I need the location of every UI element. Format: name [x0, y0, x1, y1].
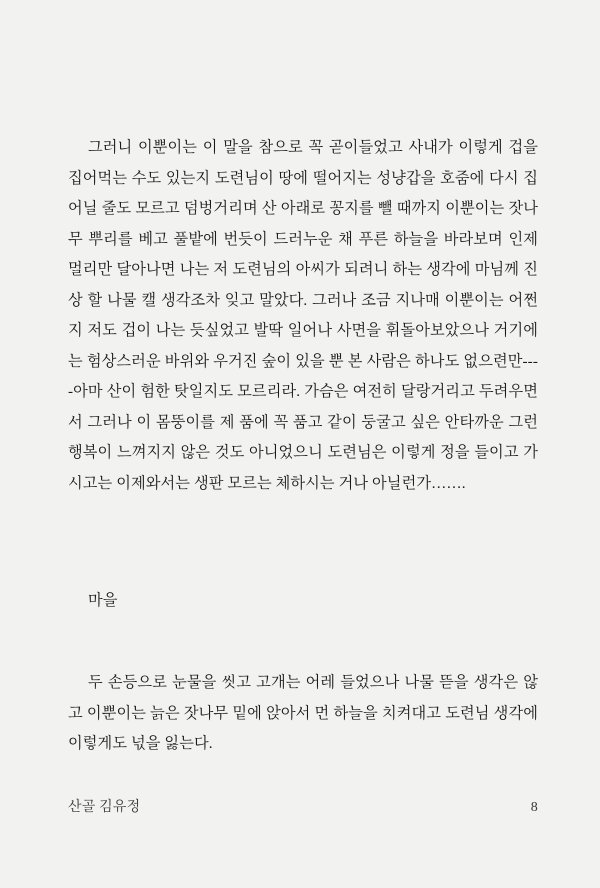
page-footer: [68, 796, 538, 816]
paragraph-spacer: [68, 514, 538, 570]
footer-page-number: 8: [530, 800, 538, 815]
footer-title: 산골 김유정: [68, 800, 141, 815]
body-paragraph: 그러니 이뿐이는 이 말을 참으로 꼭 곧이들었고 사내가 이렇게 겁을 집어먹는 수도 있는지 도련님이 땅에 떨어지는 성냥갑을 호줌에 다시 집어닐 줄도 모르고 덤벙거리며 산 아래로 꽁지를 뺄 때까지 이뿐이는 잣나무 뿌리를 베고 풀밭에 번듯이 드러누운 채 푸른 하늘을 바라보며 인제 멀리만 달아나면 나는 저 도련님의 아씨가 되려니 하는 생각에 마님께 진상 할 나물 캘 생각조차 잊고 말았다. 그러나 조금 지나매 이뿐이는 어쩐지 저도 겁이 나는 듯싶었고 발딱 일어나 사면을 휘돌아보았으나 거기에는 험상스러운 바위와 우거진 숲이 있을 뿐 본 사람은 하나도 없으련만----아마 산이 험한 탓일지도 모르리라. 가슴은 여전히 달랑거리고 두려우면서 그러나 이 몸뚱이를 제 품에 꼭 품고 같이 둥굴고 싶은 안타까운 그런 행복이 느껴지지 않은 것도 아니었으니 도련님은 이렇게 정을 들이고 가시고는 이제와서는 생판 모르는 체하시는 거나 아닐런가…….: [68, 139, 538, 492]
section-heading: 마을: [88, 591, 118, 609]
paragraph-spacer: [68, 631, 538, 653]
body-paragraph: 두 손등으로 눈물을 씻고 고개는 어레 들었으나 나물 뜯을 생각은 않고 이뿐이는 늙은 잣나무 밑에 앉아서 먼 하늘을 치켜대고 도련님 생각에 이렇게도 넋을 잃는다.: [68, 674, 538, 753]
